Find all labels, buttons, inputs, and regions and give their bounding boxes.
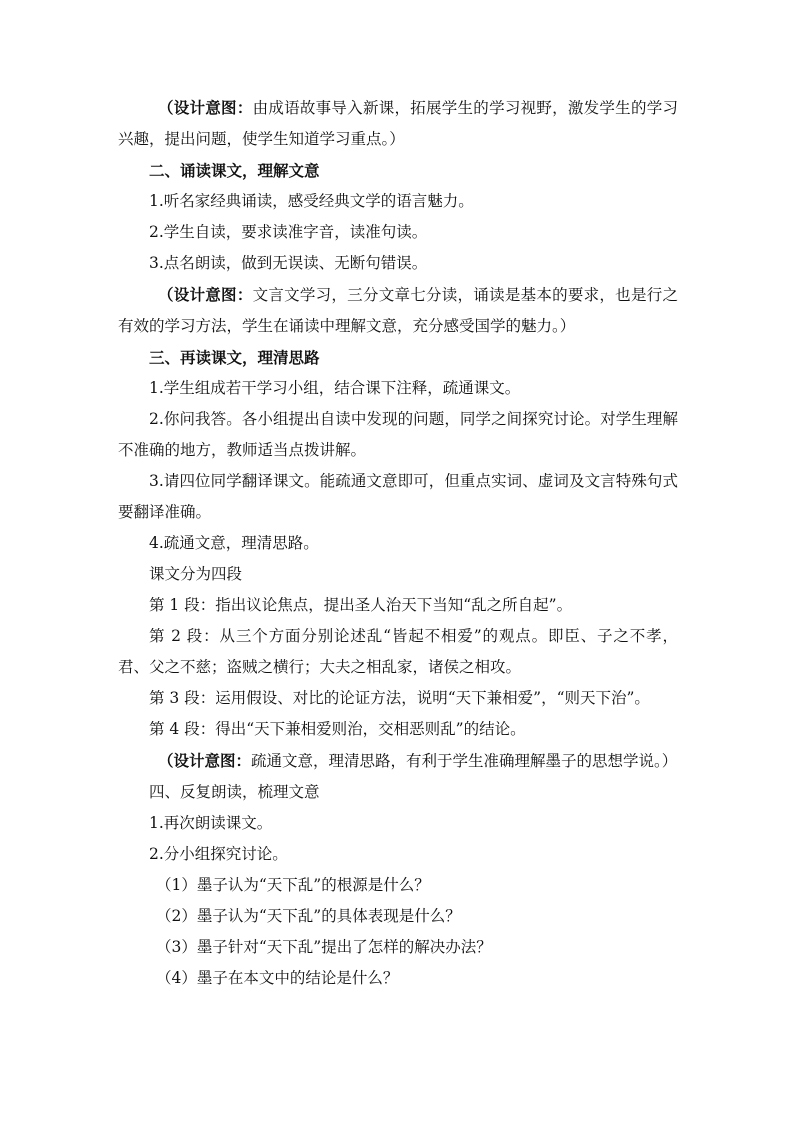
question-item: （3）墨子针对“天下乱”提出了怎样的解决办法？ xyxy=(156,938,492,956)
paragraph: 4.疏通文意，理清思路。 xyxy=(149,534,319,552)
question-item: （4）墨子在本文中的结论是什么？ xyxy=(156,969,399,987)
paragraph-text: 由成语故事导入新课，拓展学生的学习视野，激发学生的学习兴趣，提出问题，使学生知道学习重点。） xyxy=(118,99,678,148)
section-heading: 二、诵读课文，理解文意 xyxy=(149,161,320,180)
design-intent-note xyxy=(118,92,678,155)
paragraph: 课文分为四段 xyxy=(149,565,243,583)
question-item: （2）墨子认为“天下乱”的具体表现是什么？ xyxy=(156,907,461,925)
paragraph: 第 3 段：运用假设、对比的论证方法，说明“天下兼相爱”，“则天下治”。 xyxy=(149,689,650,707)
design-intent-note xyxy=(118,745,678,777)
question-item: （1）墨子认为“天下乱”的根源是什么？ xyxy=(156,876,430,894)
paragraph: 第 4 段：得出“天下兼相爱则治，交相恶则乱”的结论。 xyxy=(149,720,526,738)
paragraph: 2.你问我答。各小组提出自读中发现的问题，同学之间探究讨论。对学生理解不准确的地方，教师适当点拨讲解。 xyxy=(118,410,678,459)
document-body xyxy=(118,92,678,994)
section-heading: 三、再读课文，理清思路 xyxy=(149,348,320,367)
paragraph: 3.请四位同学翻译课文。能疏通文意即可，但重点实词、虚词及文言特殊句式要翻译准确。 xyxy=(118,472,678,521)
paragraph: 第 2 段：从三个方面分别论述乱“皆起不相爱”的观点。即臣、子之不孝，君、父之不慈；盗贼之横行；大夫之相乱家，诸侯之相攻。 xyxy=(118,627,678,676)
section-heading: 四、反复朗读，梳理文意 xyxy=(149,783,320,801)
paragraph: 2.分小组探究讨论。 xyxy=(149,845,288,863)
design-intent-label: （设计意图： xyxy=(158,285,253,304)
paragraph: 第 1 段：指出议论焦点，提出圣人治天下当知“乱之所自起”。 xyxy=(149,596,573,614)
paragraph-text: 文言文学习，三分文章七分读，诵读是基本的要求，也是行之有效的学习方法，学生在诵读中理解文意，充分感受国学的魅力。） xyxy=(118,286,678,335)
paragraph: 3.点名朗读，做到无误读、无断句错误。 xyxy=(149,254,428,272)
design-intent-note xyxy=(118,279,678,342)
paragraph: 1.听名家经典诵读，感受经典文学的语言魅力。 xyxy=(149,192,474,210)
design-intent-label: （设计意图： xyxy=(158,751,252,770)
design-intent-label: （设计意图： xyxy=(158,98,253,117)
paragraph: 2.学生自读，要求读准字音，读准句读。 xyxy=(149,223,428,241)
paragraph-text: 疏通文意，理清思路，有利于学生准确理解墨子的思想学说。） xyxy=(251,752,678,770)
paragraph: 1.学生组成若干学习小组，结合课下注释，疏通课文。 xyxy=(149,379,521,397)
paragraph: 1.再次朗读课文。 xyxy=(149,814,273,832)
